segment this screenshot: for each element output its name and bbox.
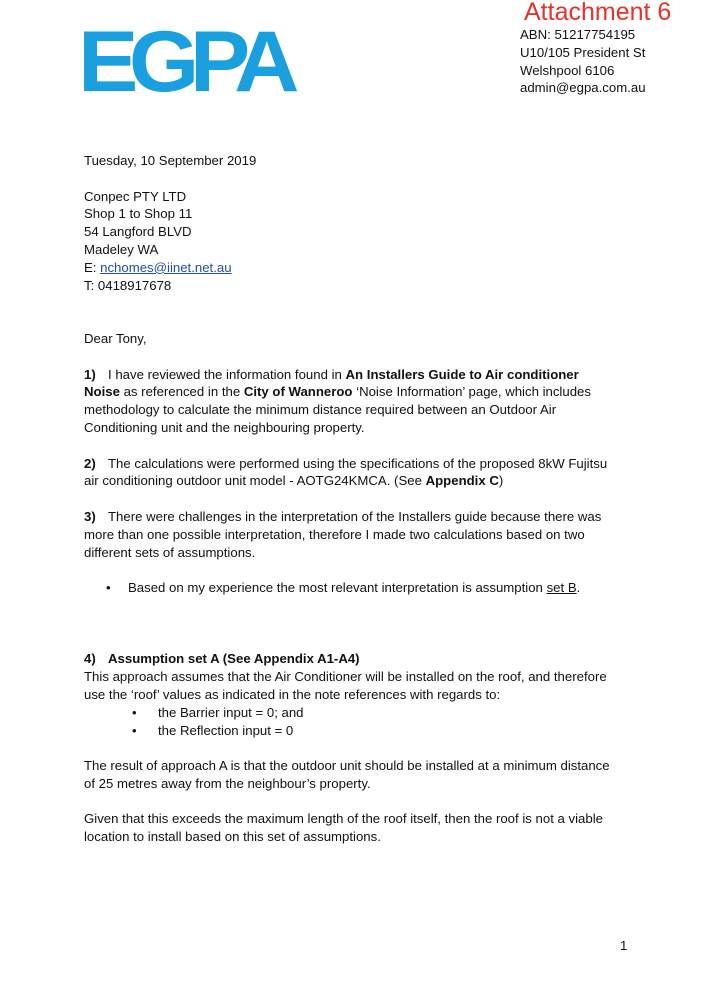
result-line2: of 25 metres away from the neighbour’s property.: [84, 775, 371, 791]
paragraph-4-line2: use the ‘roof’ values as indicated in the note references with regards to:: [84, 686, 501, 702]
paragraph-3: [84, 508, 644, 561]
recipient-address-line2: 54 Langford BLVD: [84, 224, 192, 240]
paragraph-1-text: I have reviewed the information found in: [108, 366, 346, 382]
recipient-address-line1: Shop 1 to Shop 11: [84, 206, 193, 222]
input-bullet-list: [84, 704, 644, 740]
logo-text: EGPA: [78, 14, 298, 110]
guide-title-part2: Noise: [84, 384, 120, 400]
paragraph-1-text3: ‘Noise Information’ page, which includes: [352, 384, 591, 400]
list-item: [84, 704, 644, 722]
bullet-icon: •: [106, 580, 111, 596]
appendix-c-ref: Appendix C: [425, 473, 499, 489]
egpa-logo: [78, 14, 298, 110]
bullet-icon: •: [132, 704, 137, 720]
barrier-input-text: the Barrier input = 0; and: [158, 704, 304, 720]
recipient-email-link[interactable]: nchomes@iinet.net.au: [100, 259, 232, 275]
recipient-email-prefix: E:: [84, 259, 101, 275]
paragraph-3-line2: more than one possible interpretation, therefore I made two calculations based on two: [84, 526, 585, 542]
paragraph-2-close: ): [498, 473, 504, 489]
paragraph-4-line1: This approach assumes that the Air Conditioner will be installed on the roof, and therefore: [84, 669, 607, 685]
set-b-ref: set B: [546, 580, 577, 596]
recipient-name: Conpec PTY LTD: [84, 188, 187, 204]
paragraph-4: [84, 650, 644, 846]
letter-body: [84, 152, 644, 846]
paragraph-2-line2: air conditioning outdoor unit model - AOTG24KMCA. (See: [84, 473, 426, 489]
recipient-address-line3: Madeley WA: [84, 241, 159, 257]
paragraph-2: [84, 455, 644, 491]
paragraph-1: [84, 366, 644, 437]
bullet-text: Based on my experience the most relevant interpretation is assumption: [128, 580, 547, 596]
salutation: Dear Tony,: [84, 330, 147, 346]
assumption-a-heading: Assumption set A (See Appendix A1-A4): [108, 651, 360, 667]
guide-title-part1: An Installers Guide to Air conditioner: [345, 366, 579, 382]
paragraph-1-text2: as referenced in the: [119, 384, 244, 400]
company-address-line1: U10/105 President St: [520, 44, 646, 60]
attachment-label: Attachment 6: [524, 0, 672, 26]
reflection-input-text: the Reflection input = 0: [158, 722, 294, 738]
assumption-bullet-list: [84, 579, 644, 597]
paragraph-2-number: 2): [84, 455, 96, 471]
bullet-end: .: [576, 580, 581, 596]
recipient-phone: T: 0418917678: [84, 277, 172, 293]
letter-date: Tuesday, 10 September 2019: [84, 153, 257, 168]
bullet-icon: •: [132, 722, 137, 738]
company-email: admin@egpa.com.au: [520, 80, 646, 96]
paragraph-2-line1: The calculations were performed using the specifications of the proposed 8kW Fujitsu: [108, 455, 608, 471]
page-number: 1: [620, 938, 628, 953]
list-item: [84, 722, 644, 740]
recipient-email-line: [84, 259, 644, 277]
given-line2: location to install based on this set of assumptions.: [84, 829, 381, 845]
result-line1: The result of approach A is that the outdoor unit should be installed at a minimum distance: [84, 758, 610, 774]
company-address-line2: Welshpool 6106: [520, 62, 615, 78]
paragraph-1-line3: methodology to calculate the minimum distance required between an Outdoor Air: [84, 402, 557, 418]
paragraph-1-number: 1): [84, 366, 96, 382]
paragraph-1-line4: Conditioning unit and the neighbouring property.: [84, 419, 365, 435]
list-item: [84, 579, 644, 597]
recipient-block: [84, 188, 644, 295]
company-details: [520, 26, 646, 97]
paragraph-3-number: 3): [84, 508, 96, 524]
city-name: City of Wanneroo: [243, 384, 353, 400]
paragraph-3-line1: There were challenges in the interpretation of the Installers guide because there was: [108, 508, 602, 524]
given-line1: Given that this exceeds the maximum length of the roof itself, then the roof is not a viable: [84, 811, 603, 827]
paragraph-4-number: 4): [84, 651, 96, 667]
company-abn: ABN: 51217754195: [520, 27, 636, 42]
paragraph-3-line3: different sets of assumptions.: [84, 544, 256, 560]
